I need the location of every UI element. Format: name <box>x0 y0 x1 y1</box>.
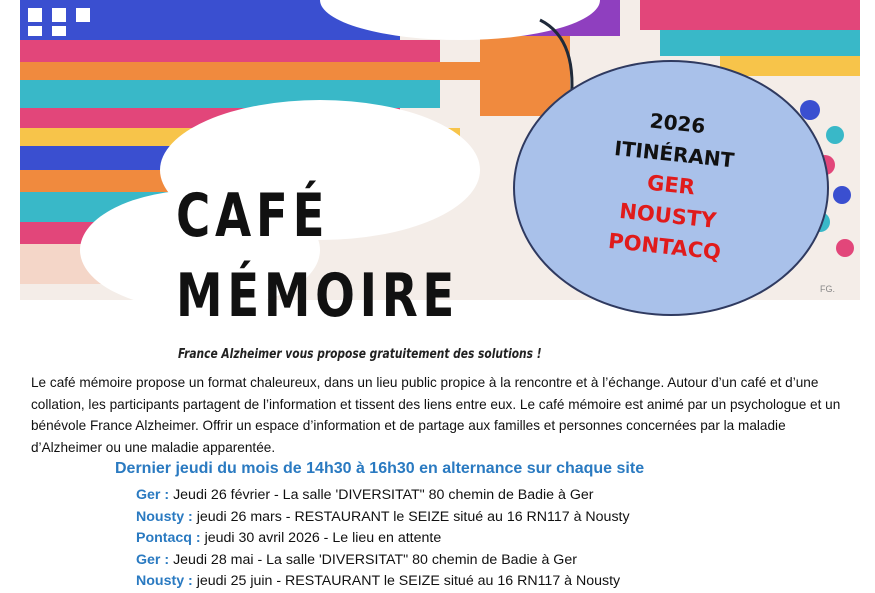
badge-town-pontacq: PONTACQ <box>607 228 723 265</box>
title-cafe: CAFÉ <box>176 181 330 251</box>
schedule-item <box>136 485 630 507</box>
badge-year: 2026 <box>648 108 707 139</box>
schedule-item <box>136 550 630 572</box>
artist-signature: FG. <box>820 284 835 294</box>
schedule-place: Ger : <box>136 551 170 568</box>
schedule-detail: jeudi 30 avril 2026 - Le lieu en attente <box>200 530 442 546</box>
schedule-place: Nousty : <box>136 573 193 589</box>
schedule-detail: Jeudi 26 février - La salle 'DIVERSITAT" 80 chemin de Badie à Ger <box>169 487 594 503</box>
title-memoire: MÉMOIRE <box>176 261 460 331</box>
badge-town-ger: GER <box>646 170 697 200</box>
schedule-heading: Dernier jeudi du mois de 14h30 à 16h30 en alternance sur chaque site <box>115 460 645 477</box>
schedule-place: Ger : <box>136 487 170 503</box>
schedule-item <box>136 528 630 550</box>
badge-town-nousty: NOUSTY <box>618 198 718 233</box>
badge-subtitle: ITINÉRANT <box>613 135 736 173</box>
schedule-item <box>136 507 630 529</box>
schedule-detail: jeudi 26 mars - RESTAURANT le SEIZE situé au 16 RN117 à Nousty <box>192 508 630 525</box>
itinerant-badge <box>513 60 829 316</box>
schedule-place: Nousty : <box>136 508 193 525</box>
schedule-detail: Jeudi 28 mai - La salle 'DIVERSITAT" 80 chemin de Badie à Ger <box>169 551 577 568</box>
intro-paragraph: Le café mémoire propose un format chaleureux, dans un lieu public propice à la rencontre et à l’échange. Autour d’un café et d’une collation, les participants partagent de l’information et tissent des liens entre eux. Le café mémoire est animé par un psychologue et un bénévole France Alzheimer. Offrir un espace d’information et de partage aux familles et personnes concernées par la maladie d’Alzheimer ou une maladie apparentée. <box>31 375 841 455</box>
schedule-detail: jeudi 25 juin - RESTAURANT le SEIZE situé au 16 RN117 à Nousty <box>192 573 621 589</box>
schedule-place: Pontacq : <box>136 530 201 546</box>
schedule-list <box>136 485 630 593</box>
poster-title <box>176 181 539 331</box>
tagline: France Alzheimer vous propose gratuitement des solutions ! <box>178 347 542 362</box>
schedule-item <box>136 571 630 593</box>
